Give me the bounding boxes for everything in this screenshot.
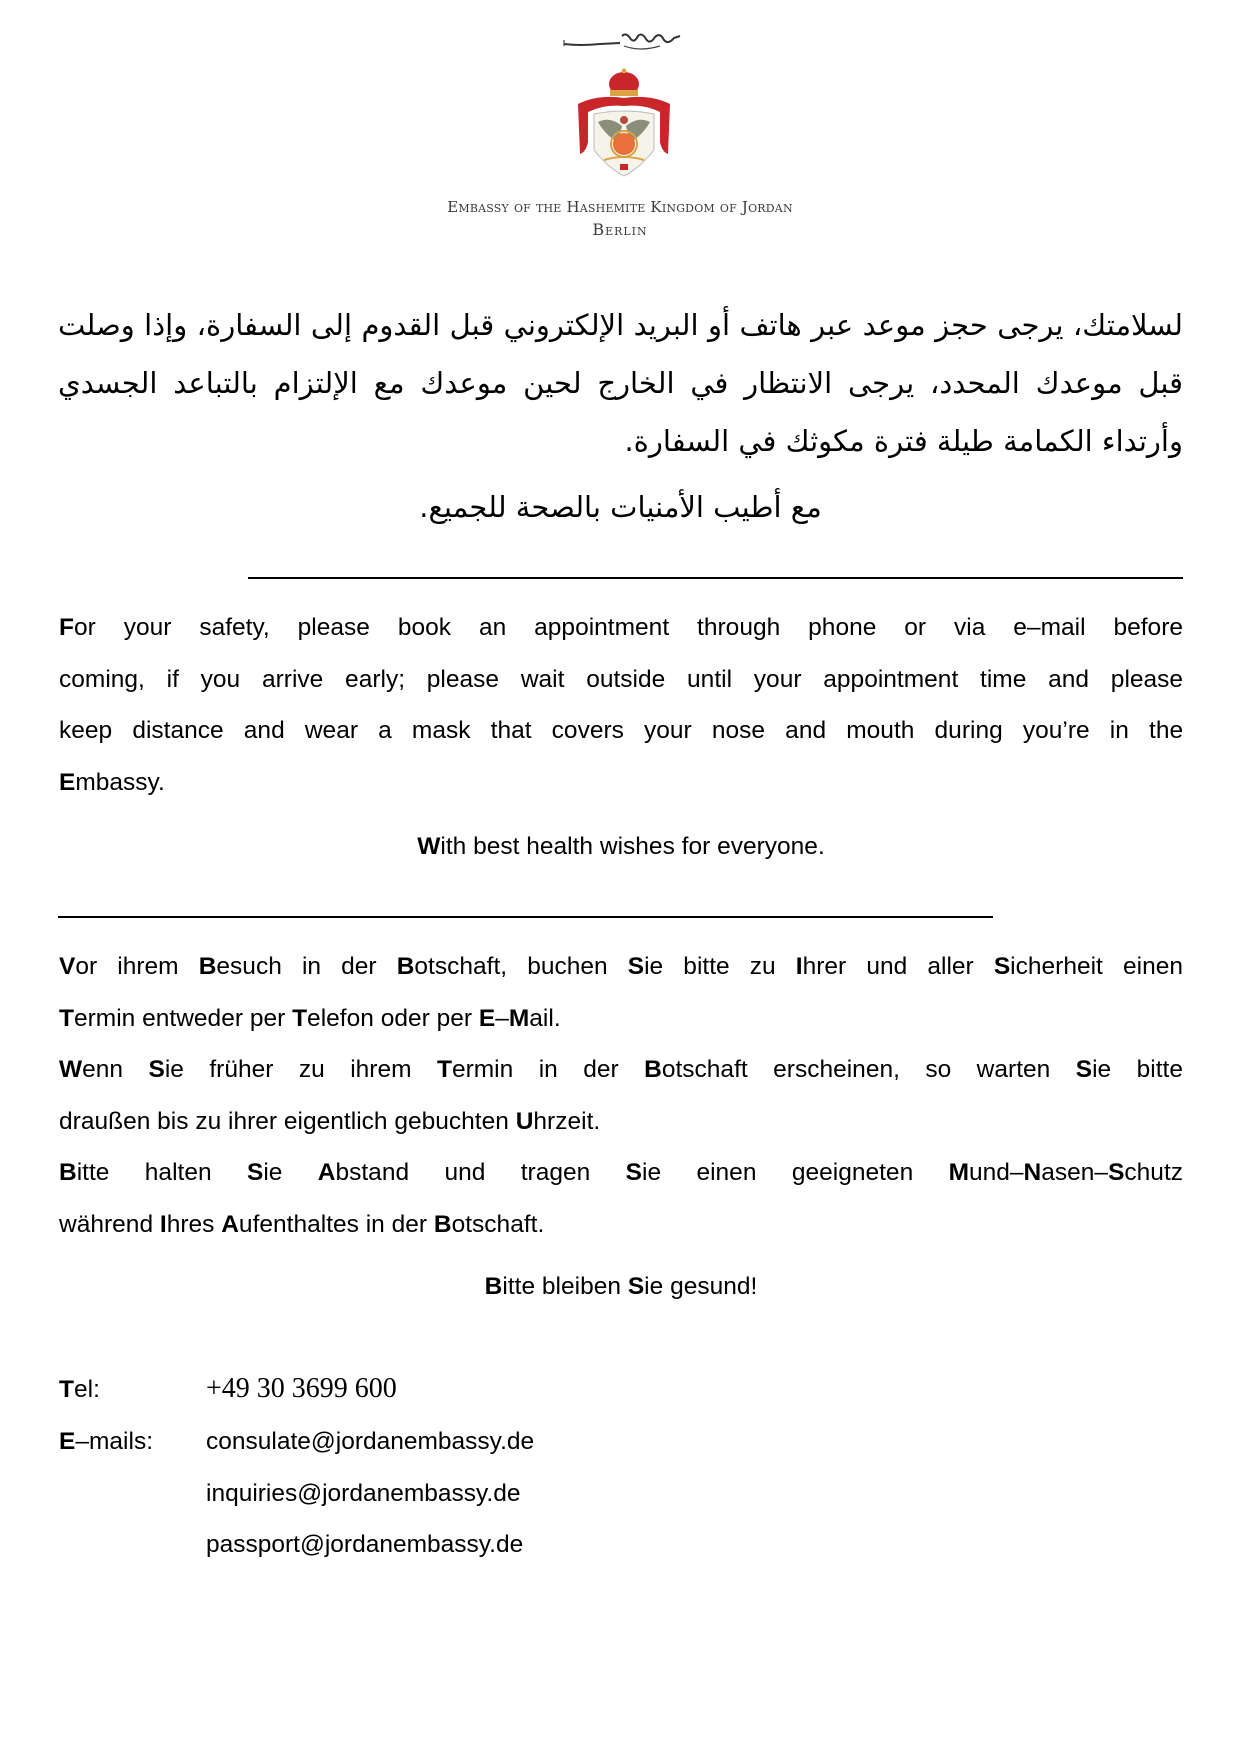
- german-line: Vor ihrem Besuch in der Botschaft, buchen Sie bitte zu Ihrer und aller Sicherheit einen: [59, 953, 1183, 980]
- english-line: For your safety, please book an appointment through phone or via e–mail before: [59, 614, 1183, 641]
- arabic-line: طيلة فترة مكوثك في السفارة.: [624, 424, 994, 458]
- english-line: Embassy.: [59, 768, 165, 796]
- arabic-line: موعدك المحدد، يرجى الانتظار في الخارج لحين موعدك مع الإلتزام بالتباعد الجسدي وأرتداء الكمامة: [58, 366, 1183, 458]
- arabic-line: لسلامتك، يرجى حجز موعد عبر هاتف أو البريد الإلكتروني قبل القدوم إلى السفارة، وإذا وصلت قبل: [58, 308, 1183, 400]
- letterhead-city: Berlin: [592, 220, 648, 239]
- english-line: keep distance and wear a mask that covers your nose and mouth during you’re in the: [59, 717, 1184, 745]
- german-line: Termin entweder per Telefon oder per E–Mail.: [59, 1004, 561, 1032]
- german-line: während Ihres Aufenthaltes in der Botschaft.: [59, 1210, 545, 1238]
- arabic-notice: [58, 296, 1183, 470]
- tel-number[interactable]: +49 30 3699 600: [206, 1373, 397, 1404]
- german-line: Bitte halten Sie Abstand und tragen Sie einen geeigneten Mund–Nasen–Schutz: [59, 1159, 1183, 1187]
- divider: [58, 916, 993, 918]
- german-line: draußen bis zu ihrer eigentlich gebuchten Uhrzeit.: [59, 1107, 601, 1135]
- arabic-calligraphy-icon: [560, 30, 685, 52]
- german-notice: [59, 941, 1183, 1251]
- email-label: E–mails:: [59, 1428, 154, 1455]
- arabic-wish: مع أطيب الأمنيات بالصحة للجميع.: [419, 490, 822, 524]
- email-inquiries-link[interactable]: inquiries@jordanembassy.de: [206, 1480, 521, 1507]
- email-consulate-link[interactable]: consulate@jordanembassy.de: [206, 1428, 535, 1455]
- english-wish: With best health wishes for everyone.: [417, 833, 825, 860]
- tel-label: Tel:: [59, 1376, 100, 1403]
- german-wish: Bitte bleiben Sie gesund!: [484, 1273, 758, 1300]
- coat-of-arms-icon: [568, 64, 680, 184]
- english-line: coming, if you arrive early; please wait outside until your appointment time and please: [59, 665, 1184, 693]
- english-notice: [59, 602, 1183, 808]
- german-line: Wenn Sie früher zu ihrem Termin in der Botschaft erscheinen, so warten Sie bitte: [59, 1056, 1183, 1084]
- email-passport-link[interactable]: passport@jordanembassy.de: [206, 1531, 524, 1558]
- divider: [248, 577, 1183, 579]
- letterhead-title: Embassy of the Hashemite Kingdom of Jordan: [447, 198, 793, 216]
